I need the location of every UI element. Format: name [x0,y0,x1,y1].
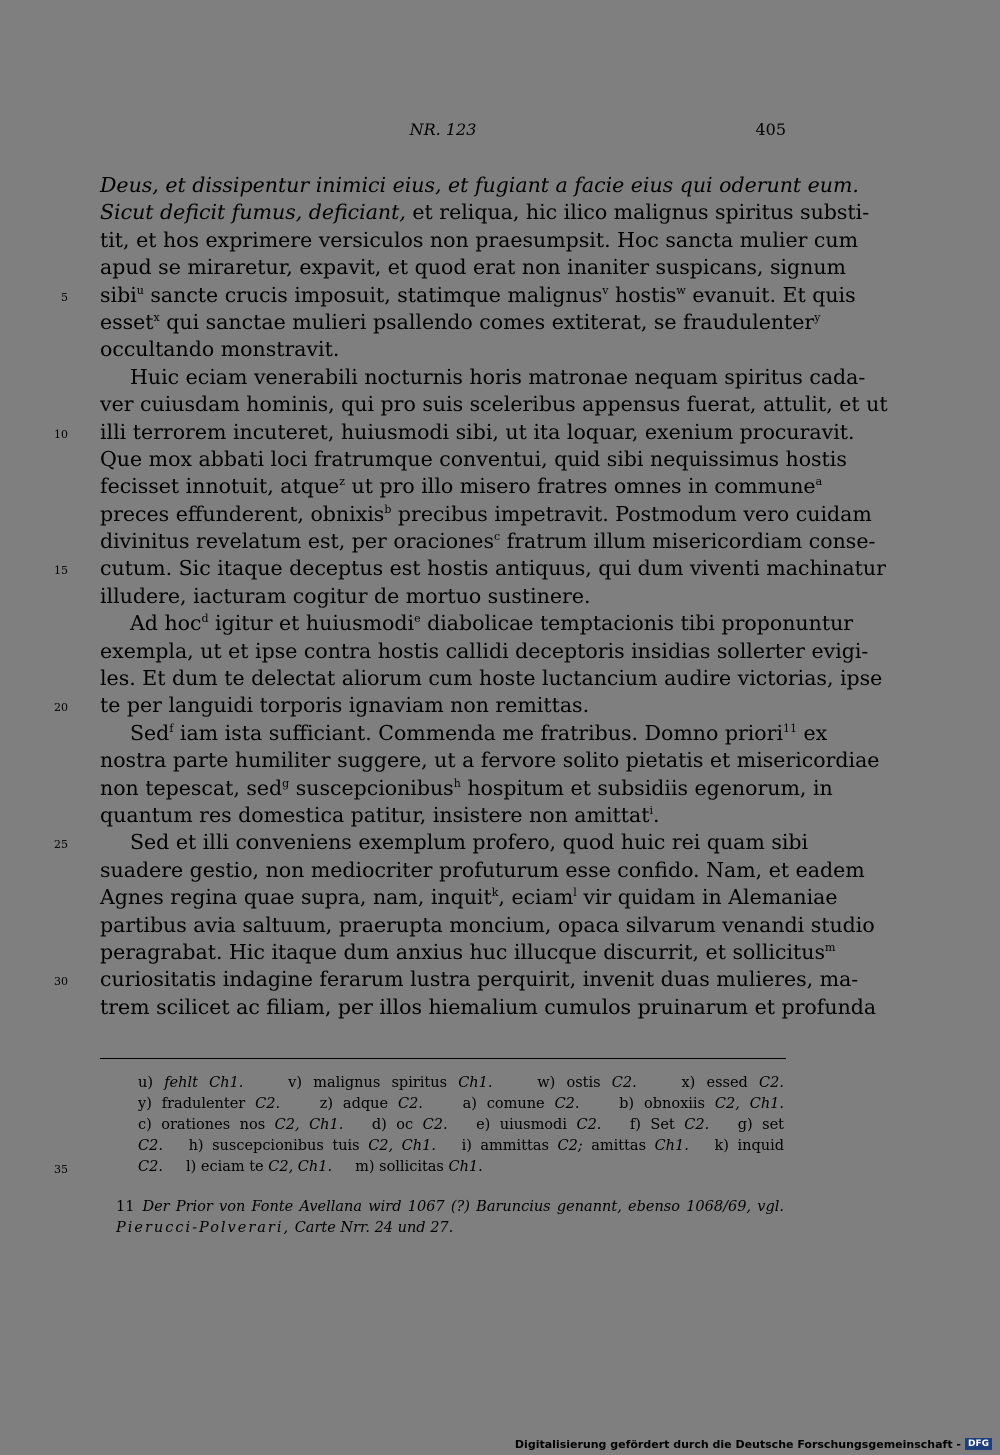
funding-credit [515,1437,992,1451]
apparatus-line [138,1115,784,1136]
apparatus-line [138,1094,784,1115]
body-line [100,638,869,665]
body-line-text: les. Et dum te delectat aliorum cum hoste luctancium audire victorias, ipse [100,666,883,691]
body-line-text: tit, et hos exprimere versiculos non praesumpsit. Hoc sancta mulier cum [100,227,859,252]
body-line [100,336,786,363]
line-number: 10 [54,427,68,441]
body-line-text: te per languidi torporis ignaviam non remittas. [100,693,590,718]
line-number: 5 [61,290,68,304]
body-line [100,994,877,1021]
body-line-text: quantum res domestica patitur, insistere non amittat$^i$. [100,802,660,827]
footnote-text-2: Carte Nrr. 24 und 27. [290,1220,454,1236]
body-line [54,419,855,446]
line-number: 15 [54,564,68,578]
body-line-text: Sicut deficit fumus, deficiant, et reliqua, hic ilico malignus spiritus substi- [100,200,870,225]
body-line [100,364,866,391]
apparatus-line-text: y) fradulenter C2. z) adque C2. a) comune C2. b) obnoxiis C2, Ch1. [138,1096,784,1112]
historical-footnote [116,1197,784,1239]
body-line [100,884,838,911]
apparatus-line [54,1157,784,1178]
body-line-text: exempla, ut et ipse contra hostis callidi deceptoris insidias sollerter evigi- [100,638,869,663]
running-header [100,120,786,142]
body-line [100,172,859,199]
body-line [100,720,828,747]
body-line-text: divinitus revelatum est, per oraciones$^c$ fratrum illum misericordiam conse- [100,529,876,554]
body-line-text: occultando monstravit. [100,337,340,362]
funding-text: Digitalisierung gefördert durch die Deutsche Forschungsgemeinschaft - [514,1437,961,1451]
body-line-text: illudere, iacturam cogitur de mortuo sustinere. [100,583,591,608]
footnote-text-1: Der Prior von Fonte Avellana wird 1067 (?) Baruncius genannt, ebenso 1068/69, vgl. [142,1199,784,1215]
body-line [100,227,859,254]
apparatus-line-text: u) fehlt Ch1. v) malignus spiritus Ch1. w) ostis C2. x) essed C2. [138,1075,784,1091]
body-line-text: sibi$^u$ sancte crucis imposuit, statimque malignus$^v$ hostis$^w$ evanuit. Et quis [100,282,856,307]
main-text [54,172,888,1021]
apparatus-line-text: c) orationes nos C2, Ch1. d) oc C2. e) uiusmodi C2. f) Set C2. g) set [138,1117,784,1133]
body-line-text: Agnes regina quae supra, nam, inquit$^k$, eciam$^l$ vir quidam in Alemaniae [100,885,838,910]
body-line [100,775,833,802]
critical-apparatus [54,1073,784,1178]
body-line [100,473,823,500]
line-number: 20 [54,701,68,715]
body-line-text: Huic eciam venerabili nocturnis horis matronae nequam spiritus cada- [130,364,866,389]
body-line [100,254,846,281]
body-line-text: Que mox abbati loci fratrumque conventui, quid sibi nequissimus hostis [100,446,847,471]
footnote-line-2 [116,1218,784,1239]
body-line-text: peragrabat. Hic itaque dum anxius huc illucque discurrit, et sollicitus$^m$ [100,939,836,964]
apparatus-line-text: C2. l) eciam te C2, Ch1. m) sollicitas Ch1. [138,1159,483,1175]
footnote-rule [100,1058,786,1059]
apparatus-line-text: C2. h) suscepcionibus tuis C2, Ch1. i) ammittas C2; amittas Ch1. k) inquid [138,1138,784,1154]
body-line-text: nostra parte humiliter suggere, ut a fervore solito pietatis et misericordiae [100,748,880,773]
body-line-text: fecisset innotuit, atque$^z$ ut pro illo misero fratres omnes in commune$^a$ [100,474,823,499]
body-line-text: esset$^x$ qui sanctae mulieri psallendo comes extiterat, se fraudulenter$^y$ [100,309,821,334]
body-line [100,665,883,692]
page-number: 405 [755,120,786,139]
apparatus-line [138,1073,784,1094]
body-line-text: Sed$^f$ iam ista sufficiant. Commenda me fratribus. Domno priori$^{11}$ ex [130,720,828,745]
body-line-text: ver cuiusdam hominis, qui pro suis sceleribus appensus fuerat, attulit, et ut [100,392,888,417]
line-number: 25 [54,838,68,852]
dfg-logo: DFG [965,1438,992,1450]
footnote-author: Pierucci-Polverari, [116,1220,291,1236]
body-line-text: illi terrorem incuteret, huiusmodi sibi, ut ita loquar, exenium procuravit. [100,419,855,444]
body-line [100,747,880,774]
body-line [100,309,821,336]
body-line-text: suadere gestio, non mediocriter profuturum esse confido. Nam, et eadem [100,857,865,882]
body-line [54,829,809,856]
body-line [100,939,836,966]
line-number: 35 [54,1163,68,1176]
footnote-number: 11 [116,1199,135,1215]
body-line [54,966,859,993]
body-line [100,583,786,610]
body-line-text: partibus avia saltuum, praerupta moncium, opaca silvarum venandi studio [100,912,875,937]
body-line-text: curiositatis indagine ferarum lustra perquirit, invenit duas mulieres, ma- [100,967,859,992]
body-line [100,857,865,884]
body-line [54,555,886,582]
body-line-text: Deus, et dissipentur inimici eius, et fugiant a facie eius qui oderunt eum. [100,173,859,197]
body-line [100,199,870,226]
body-line-text: trem scilicet ac filiam, per illos hiemalium cumulos pruinarum et profunda [100,994,877,1019]
body-line [100,610,854,637]
footnote-line-1 [116,1197,784,1218]
body-line [100,802,786,829]
body-line-text: Sed et illi conveniens exemplum profero, quod huic rei quam sibi [130,830,809,855]
body-line [100,446,847,473]
apparatus-line [138,1136,784,1157]
body-line [61,282,856,309]
body-line [100,391,888,418]
body-line-text: preces effunderent, obnixis$^b$ precibus impetravit. Postmodum vero cuidam [100,501,872,526]
line-number: 30 [54,975,68,989]
body-line [100,528,876,555]
body-line [100,501,872,528]
body-line-text: non tepescat, sed$^g$ suscepcionibus$^h$ hospitum et subsidiis egenorum, in [100,775,833,800]
body-line [100,912,875,939]
body-line-text: apud se miraretur, expavit, et quod erat non inaniter suspicans, signum [100,255,846,280]
body-line-text: Ad hoc$^d$ igitur et huiusmodi$^e$ diabolicae temptacionis tibi proponuntur [130,611,854,636]
header-title: NR. 123 [409,120,477,139]
body-line [54,692,786,719]
body-line-text: cutum. Sic itaque deceptus est hostis antiquus, qui dum viventi machinatur [100,556,886,581]
